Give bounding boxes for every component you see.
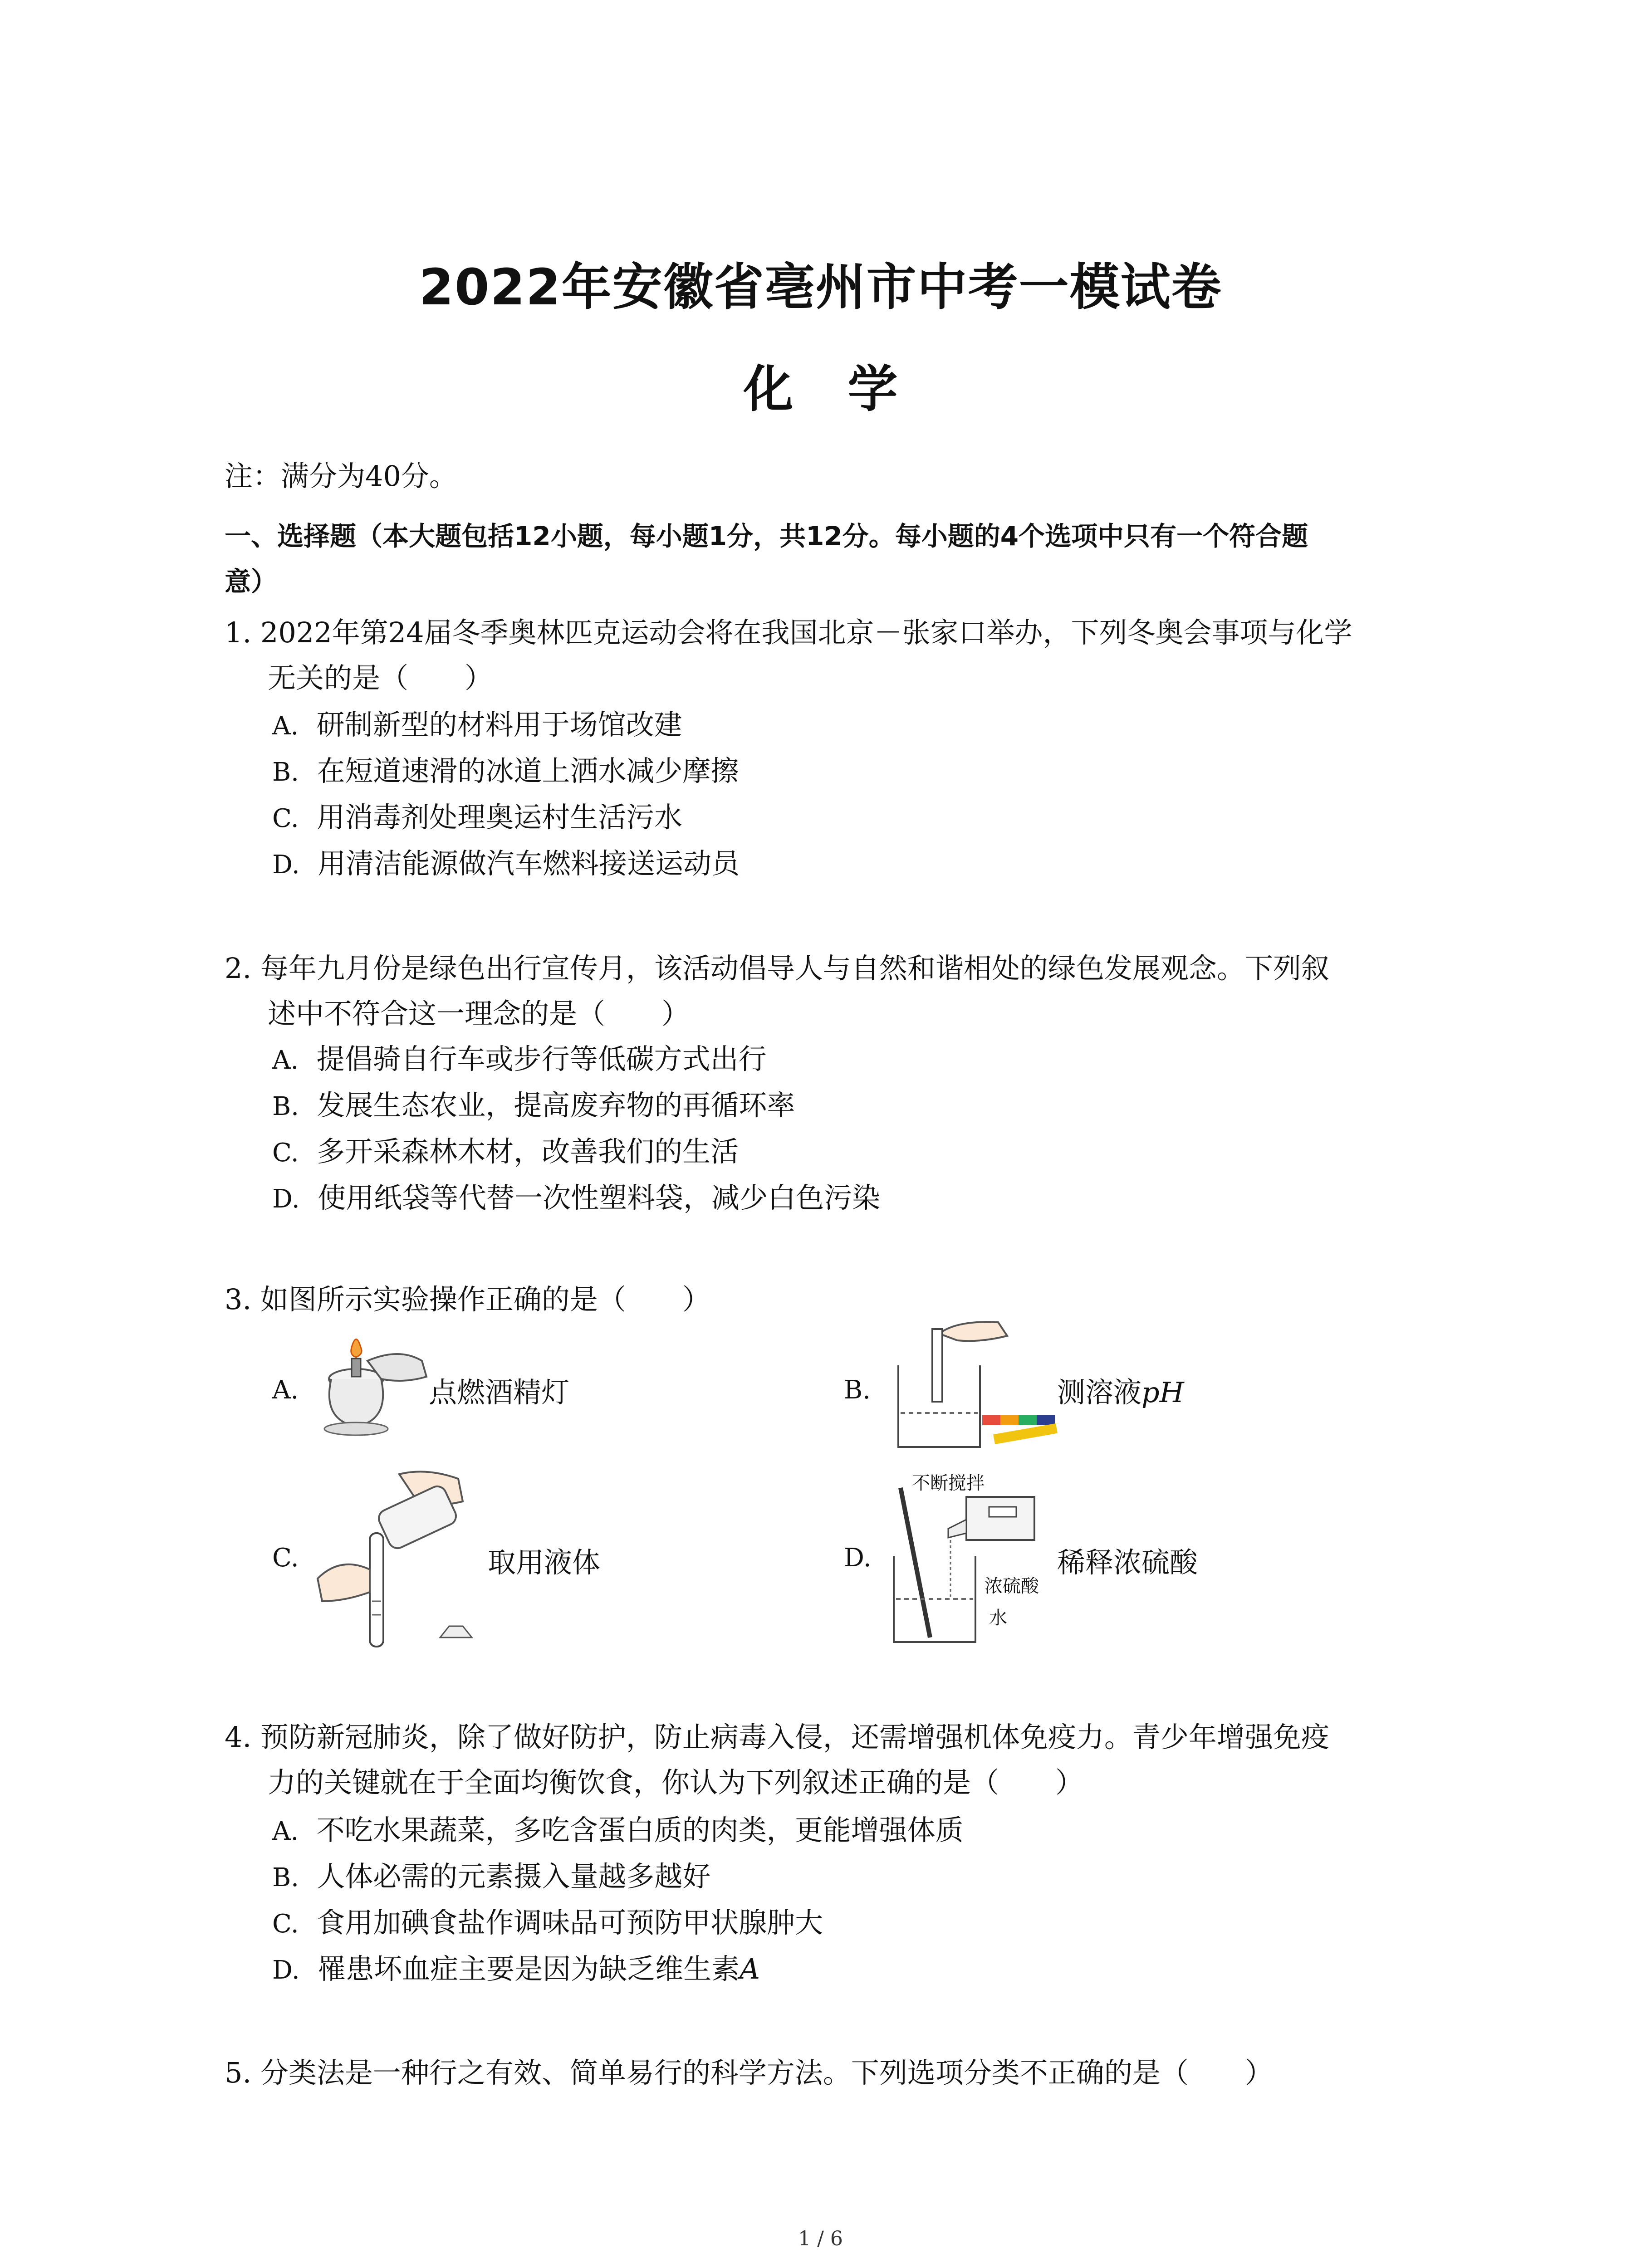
option-a: A. 研制新型的材料用于场馆改建: [272, 708, 682, 741]
option-b: B. 发展生态农业，提高废弃物的再循环率: [272, 1089, 795, 1122]
option-b: B. 在短道速滑的冰道上洒水减少摩擦: [272, 754, 739, 787]
section-heading-cont: 意）: [225, 566, 278, 597]
question-stem-cont: 力的关键就在于全面均衡饮食，你认为下列叙述正确的是（ ）: [268, 1766, 1084, 1799]
option-b: B.: [844, 1375, 871, 1405]
question-stem: 预防新冠肺炎，除了做好防护，防止病毒入侵，还需增强机体免疫力。青少年增强免疫: [260, 1721, 1329, 1754]
question-number: 3.: [225, 1283, 252, 1316]
option-d: D.: [844, 1543, 872, 1573]
water-label: 水: [989, 1608, 1007, 1628]
option-b: B. 人体必需的元素摄入量越多越好: [272, 1860, 711, 1893]
option-d: D. 用清洁能源做汽车燃料接送运动员: [272, 847, 740, 880]
ph-test-figure: [889, 1315, 1062, 1452]
pour-liquid-figure: [313, 1465, 476, 1656]
question-stem-cont: 无关的是（ ）: [268, 661, 493, 694]
question-stem: 每年九月份是绿色出行宣传月，该活动倡导人与自然和谐相处的绿色发展观念。下列叙: [260, 952, 1329, 985]
option-c: C. 多开采森林木材，改善我们的生活: [272, 1135, 739, 1168]
score-note: 注：满分为40分。: [225, 459, 457, 493]
option-c: C. 食用加碘食盐作调味品可预防甲状腺肿大: [272, 1906, 823, 1939]
dilute-acid-figure: [889, 1479, 1043, 1647]
option-a: A. 提倡骑自行车或步行等低碳方式出行: [272, 1042, 767, 1075]
section-heading: 一、选择题（本大题包括12小题，每小题1分，共12分。每小题的4个选项中只有一个符合题: [225, 521, 1308, 552]
question-number: 2.: [225, 952, 252, 985]
stir-label: 不断搅拌: [912, 1473, 985, 1494]
option-b-label: 测溶液pH: [1057, 1376, 1184, 1409]
alcohol-lamp-figure: [313, 1329, 431, 1442]
option-a: A.: [272, 1375, 299, 1405]
option-c: C. 用消毒剂处理奥运村生活污水: [272, 801, 683, 834]
option-d: D. 罹患坏血症主要是因为缺乏维生素A: [272, 1952, 760, 1985]
question-stem: 如图所示实验操作正确的是（ ）: [260, 1283, 710, 1316]
question-stem: 分类法是一种行之有效、简单易行的科学方法。下列选项分类不正确的是（ ）: [260, 2056, 1273, 2089]
option-d: D. 使用纸袋等代替一次性塑料袋，减少白色污染: [272, 1181, 881, 1214]
question-number: 4.: [225, 1721, 252, 1754]
option-d-label: 稀释浓硫酸: [1057, 1546, 1198, 1579]
page-number: 1 / 6: [798, 2227, 843, 2250]
question-number: 5.: [225, 2056, 252, 2089]
option-a-label: 点燃酒精灯: [429, 1376, 570, 1409]
subject-title: 化学: [743, 360, 952, 418]
acid-label: 浓硫酸: [985, 1576, 1039, 1597]
option-c-label: 取用液体: [488, 1546, 601, 1579]
question-stem-cont: 述中不符合这一理念的是（ ）: [268, 997, 690, 1030]
question-number: 1.: [225, 616, 252, 649]
option-c: C.: [272, 1543, 299, 1573]
option-a: A. 不吃水果蔬菜，多吃含蛋白质的肉类，更能增强体质: [272, 1813, 964, 1847]
question-stem: 2022年第24届冬季奥林匹克运动会将在我国北京－张家口举办，下列冬奥会事项与化学: [260, 616, 1352, 649]
page-title: 2022年安徽省亳州市中考一模试卷: [419, 258, 1222, 316]
